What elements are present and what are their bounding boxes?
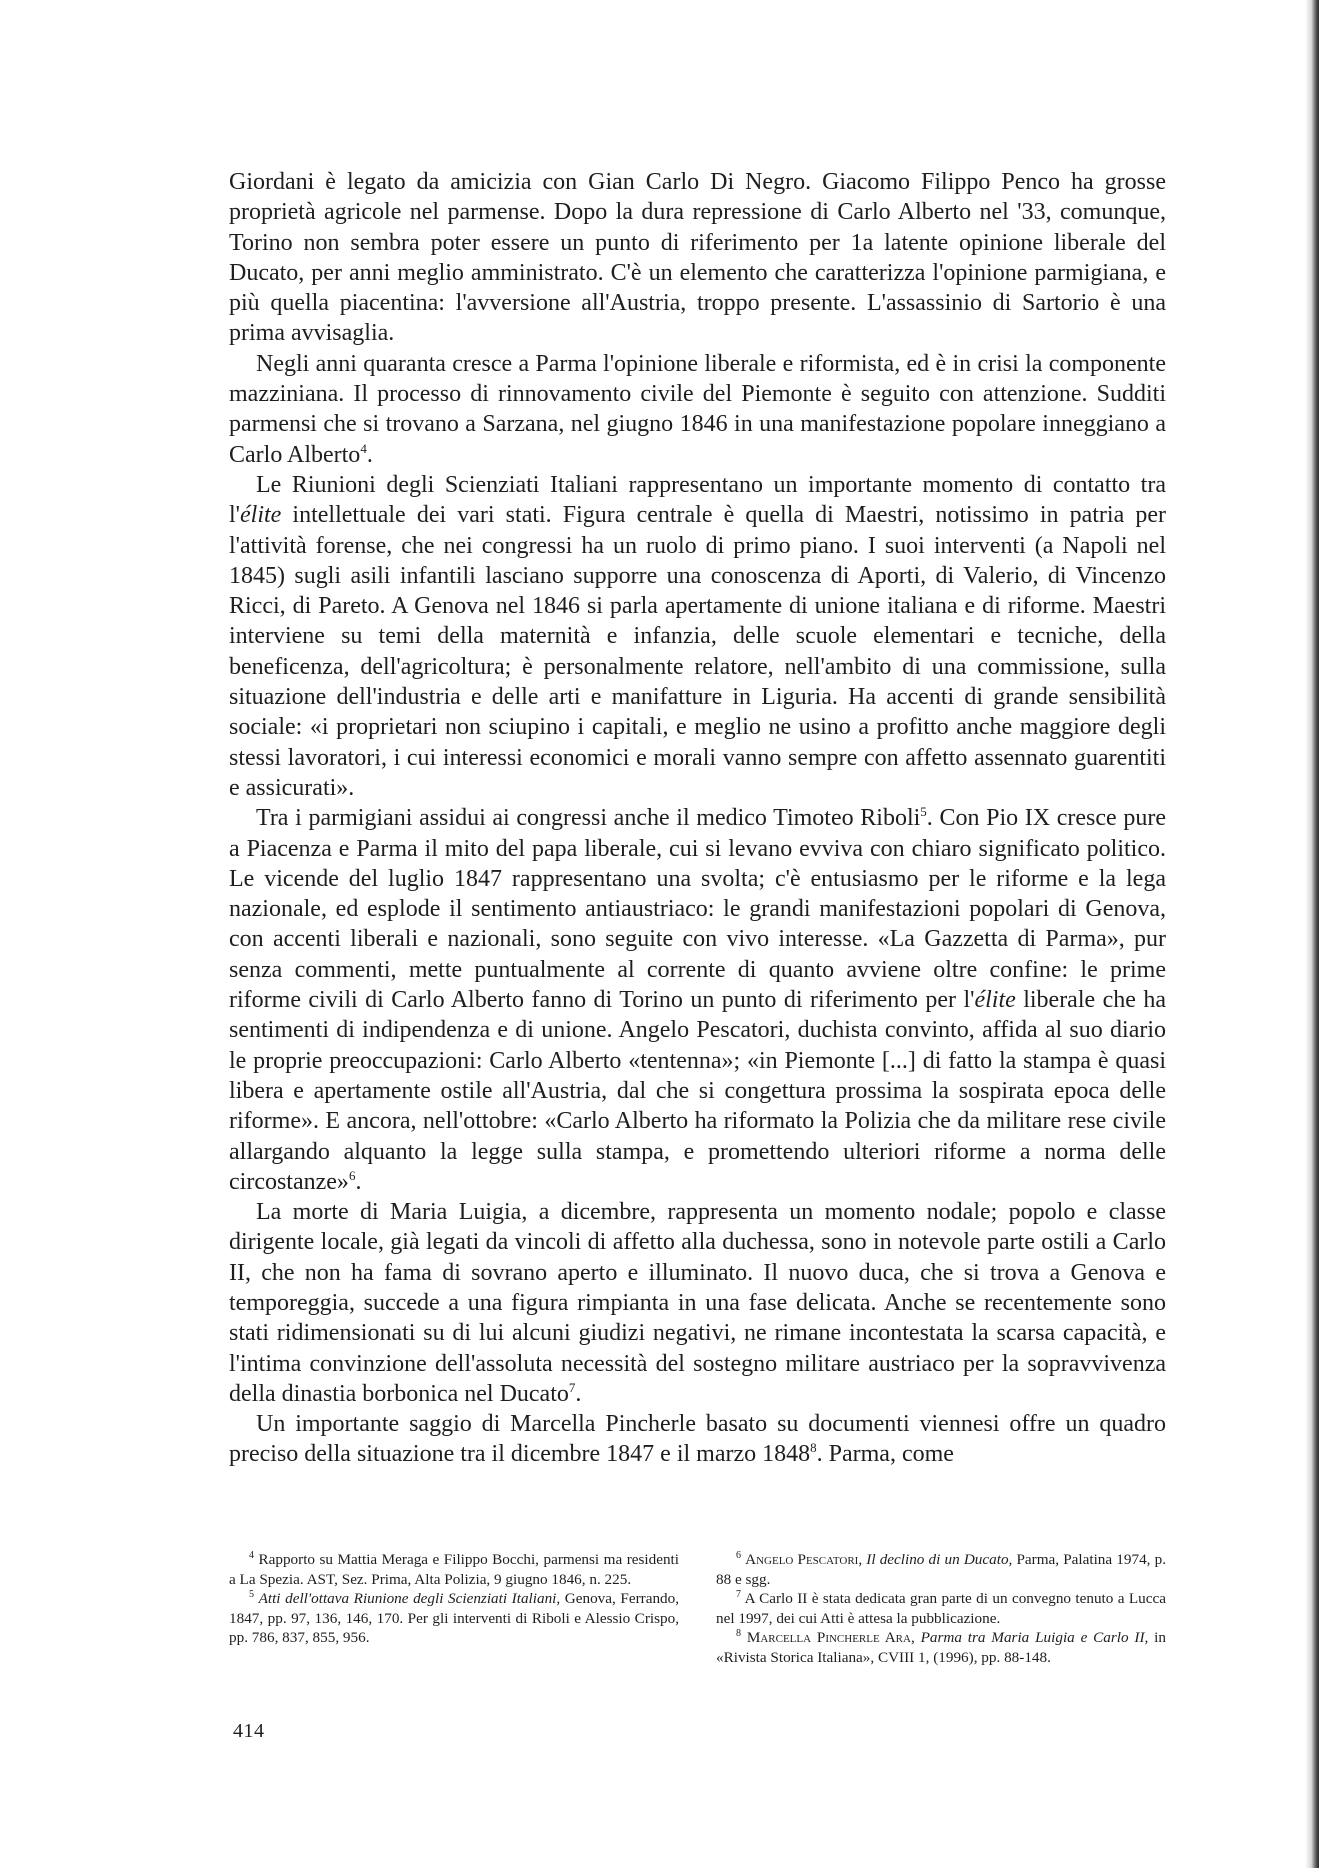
author-name: Angelo Pescatori,: [745, 1551, 863, 1568]
author-name: Marcella Pincherle Ara,: [746, 1629, 915, 1646]
footnote: $^5$ Atti dell'ottava Riunione degli Scienziati Italiani, Genova, Ferrando, 1847, pp. 97, 136, 146, 170. Per gli interventi di Riboli e Alessio Crispo, pp. 786, 837, 855, 956.: [229, 1588, 680, 1646]
footnote-ref[interactable]: 5: [920, 804, 927, 820]
page-edge-shadow: [1305, 0, 1319, 1868]
footnote: $^4$ Rapporto su Mattia Meraga e Filippo Bocchi, parmensi ma residenti a La Spezia. AST, Sez. Prima, Alta Polizia, 9 giugno 1846, n. 225.: [229, 1549, 679, 1588]
footnote-ref[interactable]: 4: [360, 440, 367, 456]
main-text: [229, 167, 1166, 1470]
paragraph: Un importante saggio di Marcella Pincherle basato su documenti viennesi offre un quadro preciso della situazione tra il dicembre 1847 e il marzo 1848$^8$. Parma, come: [229, 1411, 1166, 1468]
paragraph: La morte di Maria Luigia, a dicembre, rappresenta un momento nodale; popolo e classe dirigente locale, già legati da vincoli di affetto alla duchessa, sono in notevole parte ostili a Carlo II, che non ha fama di sovrano aperto e illuminato. Il nuovo duca, che si trova a Genova e temporeggia, succede a una figura rimpianta in una fase delicata. Anche se recentemente sono stati ridimensionati su di lui alcuni giudizi negativi, ne rimane incontestata la scarsa capacità, e l'intima convinzione dell'assoluta necessità del sostegno militare austriaco per la sopravvivenza della dinastia borbonica nel Ducato$^7$.: [229, 1199, 1166, 1407]
footnote: $^8$ Marcella Pincherle Ara, Parma tra Maria Luigia e Carlo II, in «Rivista Storica Italiana», CVIII 1, (1996), pp. 88-148.: [716, 1627, 1166, 1666]
footnote-marker: 4: [249, 1549, 254, 1561]
paragraph: Tra i parmigiani assidui ai congressi anche il medico Timoteo Riboli$^5$. Con Pio IX cresce pure a Piacenza e Parma il mito del papa liberale, cui si levano evviva con chiaro significato politico. Le vicende del luglio 1847 rappresentano una svolta; c'è entusiasmo per le riforme e la lega nazionale, ed esplode il sentimento antiaustriaco: le grandi manifestazioni popolari di Genova, con accenti liberali e nazionali, sono seguite con vivo interesse. «La Gazzetta di Parma», pur senza commenti, mette puntualmente al corrente di quanto avviene oltre confine: le prime riforme civili di Carlo Alberto fanno di Torino un punto di riferimento per l'élite liberale che ha sentimenti di indipendenza e di unione. Angelo Pescatori, duchista convinto, affida al suo diario le proprie preoccupazioni: Carlo Alberto «tentenna»; «in Piemonte [...] di fatto la stampa è quasi libera e apertamente ostile all'Austria, dal che si congettura prossima la sospirata epoca delle riforme». E ancora, nell'ottobre: «Carlo Alberto ha riformato la Polizia che da militare rese civile allargando alquanto la legge sulla stampa, e promettendo ulteriori riforme a norma delle circostanze»$^6$.: [229, 804, 1166, 1195]
paragraph: Le Riunioni degli Scienziati Italiani rappresentano un importante momento di contatto tra l'élite intellettuale dei vari stati. Figura centrale è quella di Maestri, notissimo in patria per l'attività forense, che nei congressi ha un ruolo di primo piano. I suoi interventi (a Napoli nel 1845) sugli asili infantili lasciano supporre una conoscenza di Aporti, di Valerio, di Vincenzo Ricci, di Pareto. A Genova nel 1846 si parla apertamente di unione italiana e di riforme. Maestri interviene su temi della maternità e infanzia, delle scuole elementari e tecniche, della beneficenza, dell'agricoltura; è personalmente relatore, nell'ambito di una commissione, sulla situazione dell'industria e delle arti e manifatture in Liguria. Ha accenti di grande sensibilità sociale: «i proprietari non sciupino i capitali, e meglio ne usino a profitto anche maggiore degli stessi lavoratori, i cui interessi economici e morali vanno sempre con affetto assennato guarentiti e assicurati».: [229, 471, 1166, 801]
footnote-ref[interactable]: 8: [810, 1440, 817, 1456]
footnote-ref[interactable]: 6: [348, 1167, 356, 1183]
footnote-marker: 8: [736, 1627, 741, 1639]
footnote: $^6$ Angelo Pescatori, Il declino di un Ducato, Parma, Palatina 1974, p. 88 e sgg.: [716, 1549, 1166, 1588]
footnote-marker: 6: [736, 1549, 741, 1561]
footnote-ref[interactable]: 7: [568, 1379, 576, 1395]
page-number: 414: [233, 1720, 265, 1742]
paragraph: Negli anni quaranta cresce a Parma l'opinione liberale e riformista, ed è in crisi la componente mazziniana. Il processo di rinnovamento civile del Piemonte è seguito con attenzione. Sudditi parmensi che si trovano a Sarzana, nel giugno 1846 in una manifestazione popolare inneggiano a Carlo Alberto$^4$.: [229, 350, 1166, 468]
footnotes: [229, 1550, 1166, 1667]
footnote-marker: 7: [736, 1588, 741, 1600]
footnote-marker: 5: [249, 1588, 254, 1600]
footnote: $^7$ A Carlo II è stata dedicata gran parte di un convegno tenuto a Lucca nel 1997, dei cui Atti è attesa la pubblicazione.: [716, 1588, 1166, 1627]
paragraph: Giordani è legato da amicizia con Gian Carlo Di Negro. Giacomo Filippo Penco ha grosse proprietà agricole nel parmense. Dopo la dura repressione di Carlo Alberto nel '33, comunque, Torino non sembra poter essere un punto di riferimento per 1a latente opinione liberale del Ducato, per anni meglio amministrato. C'è un elemento che caratterizza l'opinione parmigiana, e più quella piacentina: l'avversione all'Austria, troppo presente. L'assassinio di Sartorio è una prima avvisaglia.: [229, 169, 1166, 347]
